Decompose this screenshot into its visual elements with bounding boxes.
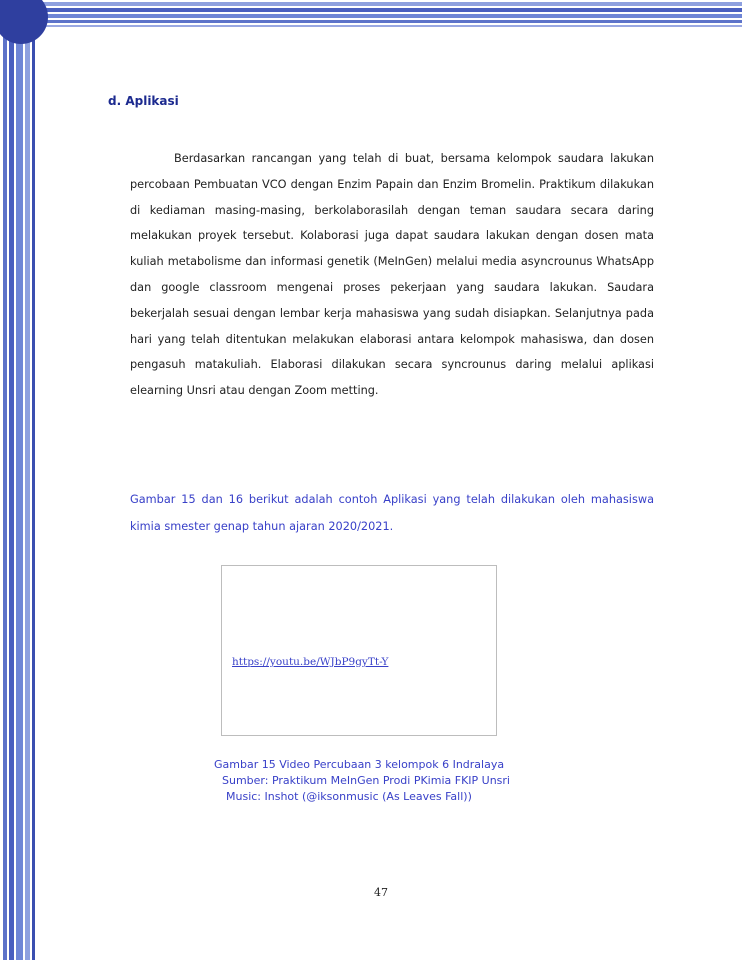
frame-top-stripe-2 [30,8,742,12]
figure-intro-text: Gambar 15 dan 16 berikut adalah contoh Aplikasi yang telah dilakukan oleh mahasiswa kimia smester genap tahun ajaran 2020/2021. [130,493,654,533]
video-link[interactable]: https://youtu.be/WJbP9gyTt-Y [232,656,389,668]
frame-top-stripe-4 [30,20,742,23]
frame-left-stripe-4 [25,0,30,960]
caption-title: Gambar 15 Video Percubaan 3 kelompok 6 Indralaya [214,758,505,771]
section-heading: d. Aplikasi [108,94,179,108]
frame-top-stripe-1 [30,2,742,6]
corner-circle-ornament [0,0,48,44]
frame-left-stripe-2 [9,0,14,960]
frame-top-stripe-5 [30,25,742,27]
frame-top-stripe-3 [30,14,742,18]
video-embed-box[interactable] [221,565,497,736]
frame-left-stripe-5 [32,0,35,960]
caption-music: Music: Inshot (@iksonmusic (As Leaves Fall)) [226,790,472,803]
page-number: 47 [374,886,388,899]
figure-caption [200,757,600,805]
frame-left-stripe-1 [3,0,7,960]
frame-left-stripe-3 [16,0,23,960]
body-paragraph: Berdasarkan rancangan yang telah di buat, bersama kelompok saudara lakukan percobaan Pembuatan VCO dengan Enzim Papain dan Enzim Bromelin. Praktikum dilakukan di kediaman masing-masing, berkolaborasilah dengan teman saudara secara daring melakukan proyek tersebut. Kolaborasi juga dapat saudara lakukan dengan dosen mata kuliah metabolisme dan informasi genetik (MeInGen) melalui media asyncrounus WhatsApp dan google classroom mengenai proses pekerjaan yang saudara lakukan. Saudara bekerjalah sesuai dengan lembar kerja mahasiswa yang sudah disiapkan. Selanjutnya pada hari yang telah ditentukan melakukan elaborasi antara kelompok mahasiswa, dan dosen pengasuh matakuliah. Elaborasi dilakukan secara syncrounus daring melalui aplikasi elearning Unsri atau dengan Zoom metting. [130,152,654,398]
caption-source: Sumber: Praktikum MeInGen Prodi PKimia FKIP Unsri [222,774,510,787]
